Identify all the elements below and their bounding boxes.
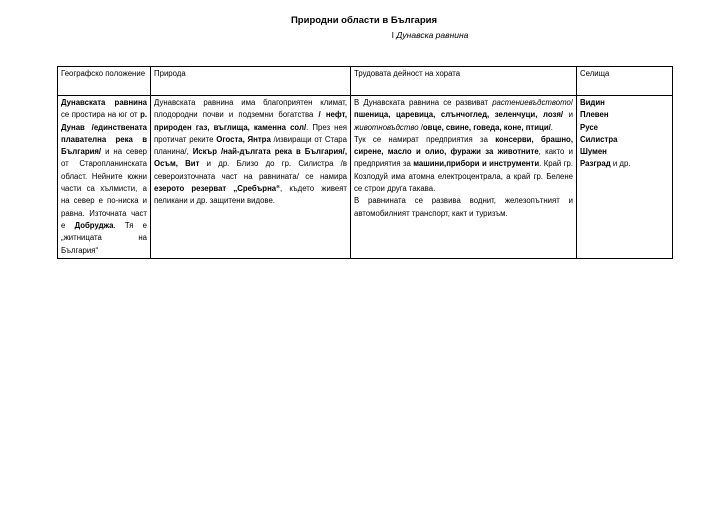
work-text: В Дунавската равнина се развиват bbox=[354, 98, 493, 107]
nature-rivers: Огоста, Янтра bbox=[216, 134, 271, 144]
nature-text: /извиращи от Стара планина/, bbox=[154, 134, 347, 157]
city-name: Шумен bbox=[580, 147, 607, 157]
work-text: / bbox=[570, 98, 573, 107]
work-text: . bbox=[550, 122, 553, 132]
header-nature: Природа bbox=[151, 67, 351, 96]
nature-lake: езерото резерват „Сребърна“ bbox=[154, 184, 281, 194]
header-geo: Географско положение bbox=[58, 67, 151, 96]
cell-work bbox=[351, 96, 577, 259]
work-food-industry: консерви, брашно, сирене, масло и олио, фуражи за животните bbox=[354, 134, 573, 157]
city-name: Плевен bbox=[580, 110, 609, 120]
work-transport: В равнината се развива воднит, железопътният и автомобилният транспорт, какт и туризъм. bbox=[354, 196, 573, 218]
work-text: / bbox=[418, 122, 423, 132]
work-text: . Край гр. Козлодуй има атомна електроцентрала, а край гр. Белене се строи друга такава. bbox=[354, 159, 573, 194]
nature-rivers: Искър /най-дългата река в България/, Осъм, Вит bbox=[154, 147, 347, 169]
work-crops: пшеница, царевица, слънчоглед, зеленчуци, лозя/ bbox=[354, 110, 564, 120]
nature-text: . През нея протичат реките bbox=[154, 122, 348, 144]
geo-text: . Тя е „житницата на България“ bbox=[61, 220, 147, 255]
city-name: Разград bbox=[580, 159, 611, 169]
page-title: Природни области в България bbox=[290, 15, 438, 26]
geo-text: се простира на юг от bbox=[61, 110, 141, 120]
work-livestock-heading: животновъдство bbox=[354, 122, 419, 132]
cities-tail: и др. bbox=[610, 159, 631, 169]
work-livestock: овце, свине, говеда, коне, птици/ bbox=[422, 122, 551, 132]
subtitle-number: I bbox=[391, 30, 394, 40]
header-cities: Селища bbox=[577, 67, 673, 96]
nature-text: и др. Близо до гр. Силистра /в североизточната част на равнината/ се намира bbox=[154, 159, 347, 181]
page-subtitle bbox=[0, 30, 728, 40]
cell-cities bbox=[577, 96, 673, 259]
nature-text: Дунавската равнина има благоприятен климат, плодородни почви и подземни богатства bbox=[154, 98, 347, 120]
work-text: и bbox=[563, 110, 574, 120]
city-name: Силистра bbox=[580, 134, 618, 144]
city-name: Русе bbox=[580, 122, 599, 132]
work-text: Тук се намират предприятия за bbox=[354, 134, 496, 144]
geo-river: р. Дунав /единствената плавателна река в България/ bbox=[61, 110, 147, 157]
header-work: Трудовата дейност на хората bbox=[351, 67, 577, 96]
subtitle-name: Дунавска равнина bbox=[396, 30, 469, 40]
work-text: , както и предприятия за bbox=[354, 147, 573, 169]
cell-geo bbox=[58, 96, 151, 259]
geo-region-name: Дунавската равнина bbox=[61, 98, 147, 107]
nature-text: , където живеят пеликани и др. защитени видове. bbox=[154, 184, 347, 206]
geo-text: и на север от Старопланинската област. Нейните южни части са хълмисти, а на север е по-ниска и равна. Източната част е bbox=[61, 147, 147, 230]
geo-dobrudzha: Добруджа bbox=[74, 220, 114, 230]
work-crops-heading: растениевъдството bbox=[492, 98, 571, 107]
cell-nature bbox=[151, 96, 351, 259]
work-machinery: машини,прибори и инструменти bbox=[413, 159, 540, 169]
city-name: Видин bbox=[580, 98, 605, 107]
table-header-row bbox=[58, 67, 673, 96]
table-row bbox=[58, 96, 673, 259]
nature-resources: / нефт, природен газ, въглища, каменна сол/ bbox=[154, 110, 347, 132]
regions-table bbox=[57, 66, 673, 259]
